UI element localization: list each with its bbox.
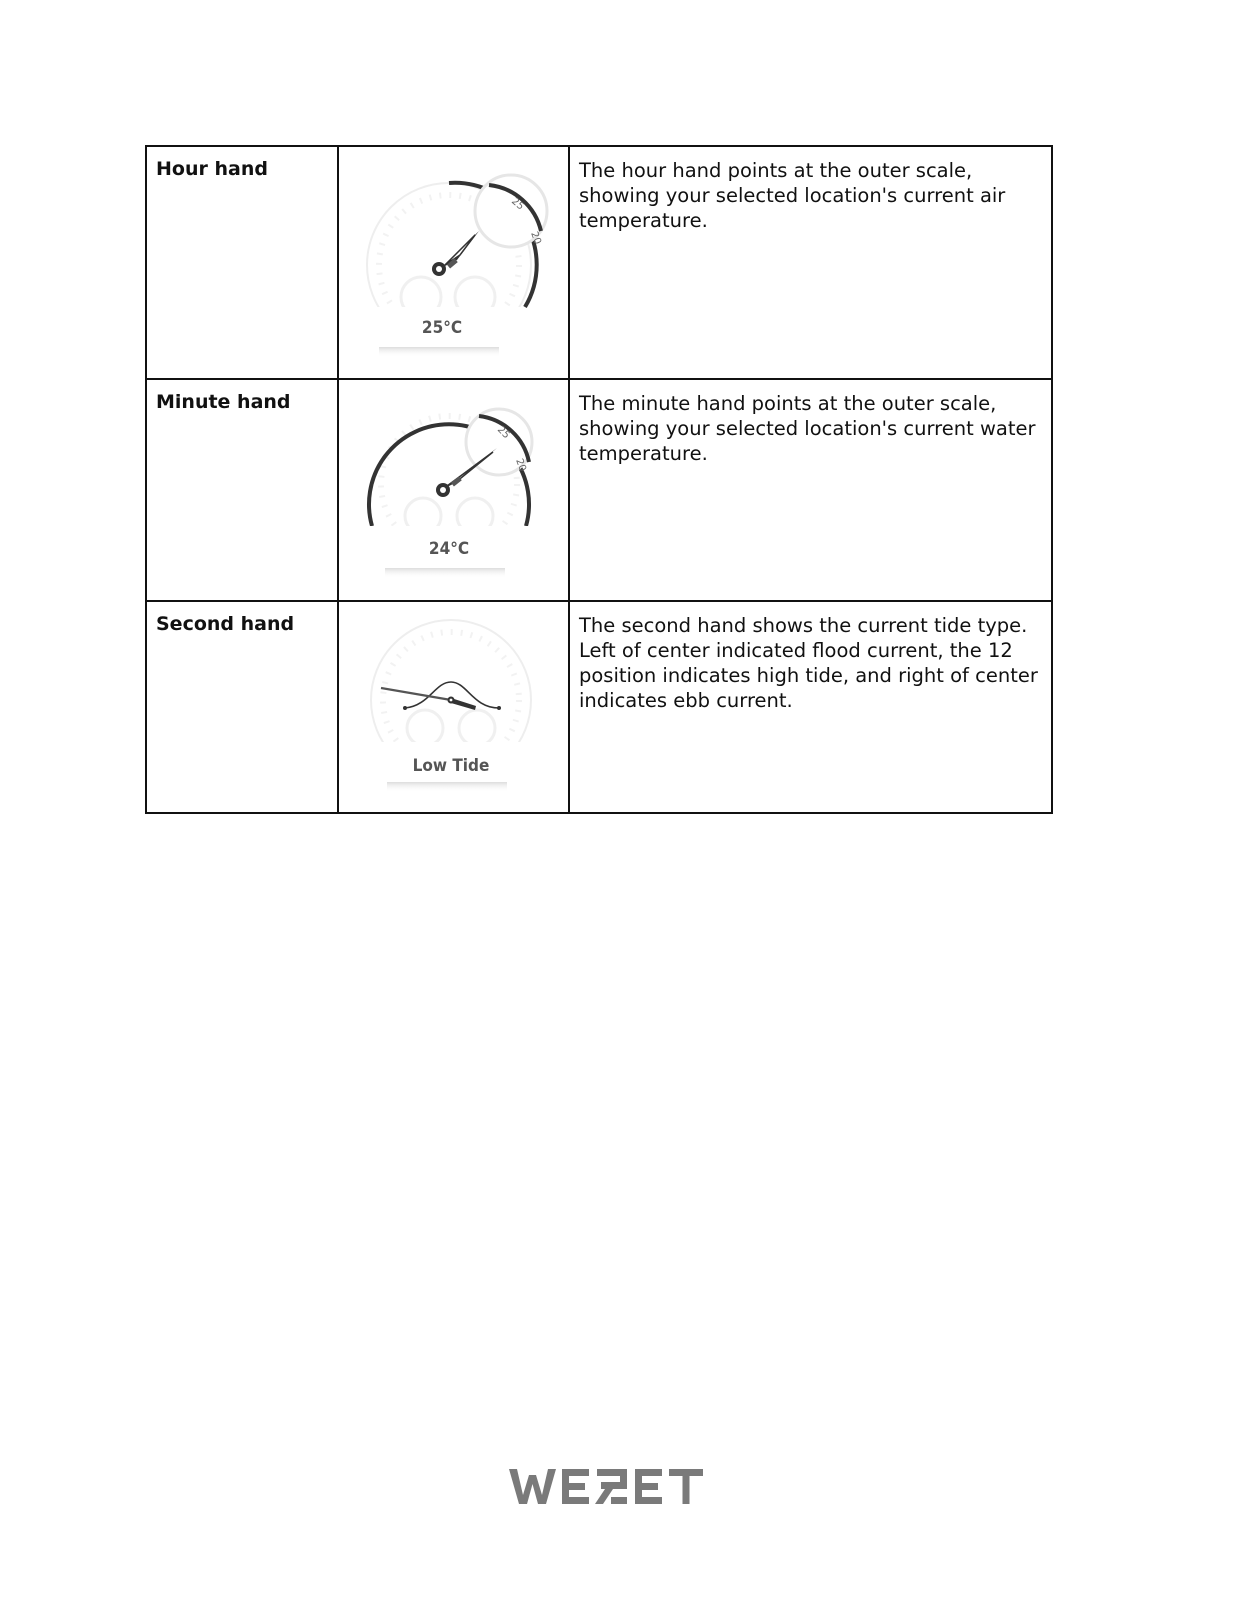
scale-label-20: 20 bbox=[528, 230, 543, 246]
hour-hand-icon bbox=[432, 231, 479, 276]
watch-face-second-image bbox=[339, 602, 568, 810]
subdial-right bbox=[459, 710, 495, 746]
row-description-text: The hour hand points at the outer scale, showing your selected location's current air temperature. bbox=[579, 159, 1006, 232]
table-row-hour-hand bbox=[146, 146, 1052, 379]
dial-mask bbox=[359, 742, 549, 810]
row-description bbox=[569, 601, 1052, 813]
watch-face-hour-image bbox=[339, 147, 568, 376]
scale-label-20: 20 bbox=[513, 457, 528, 473]
row-description-text: The second hand shows the current tide type. Left of center indicated flood current, the 12 position indicates high tide, and right of center indicates ebb current. bbox=[579, 614, 1038, 712]
hour-caption: 25°C bbox=[421, 318, 463, 338]
tide-curve-end bbox=[497, 706, 501, 710]
row-description bbox=[569, 379, 1052, 601]
row-name-text: Second hand bbox=[156, 613, 295, 635]
tide-curve-start bbox=[403, 706, 407, 710]
caption-shadow bbox=[385, 568, 505, 578]
weret-logo-image bbox=[509, 1467, 729, 1507]
watch-face-minute-image bbox=[339, 380, 568, 598]
row-name bbox=[146, 146, 338, 379]
second-caption: Low Tide bbox=[412, 756, 490, 776]
table-row-second-hand bbox=[146, 601, 1052, 813]
info-table bbox=[145, 145, 1053, 814]
minute-caption: 24°C bbox=[428, 539, 470, 559]
row-name-text: Minute hand bbox=[156, 391, 291, 413]
row-description-text: The minute hand points at the outer scale, showing your selected location's current water temperature. bbox=[579, 392, 1036, 465]
caption-shadow bbox=[387, 782, 507, 792]
second-hand-icon bbox=[381, 688, 476, 710]
footer-logo bbox=[0, 1467, 1237, 1511]
subdial-left bbox=[407, 710, 443, 746]
minute-hand-illustration bbox=[338, 379, 569, 601]
table-row-minute-hand bbox=[146, 379, 1052, 601]
hour-hand-illustration bbox=[338, 146, 569, 379]
scale-label-25: 25 bbox=[509, 195, 526, 213]
second-hand-illustration bbox=[338, 601, 569, 813]
row-description bbox=[569, 146, 1052, 379]
caption-shadow bbox=[379, 347, 499, 357]
row-name bbox=[146, 379, 338, 601]
dial-mask bbox=[359, 526, 549, 596]
row-name-text: Hour hand bbox=[156, 158, 268, 180]
scale-label-25: 25 bbox=[494, 424, 512, 442]
row-name bbox=[146, 601, 338, 813]
